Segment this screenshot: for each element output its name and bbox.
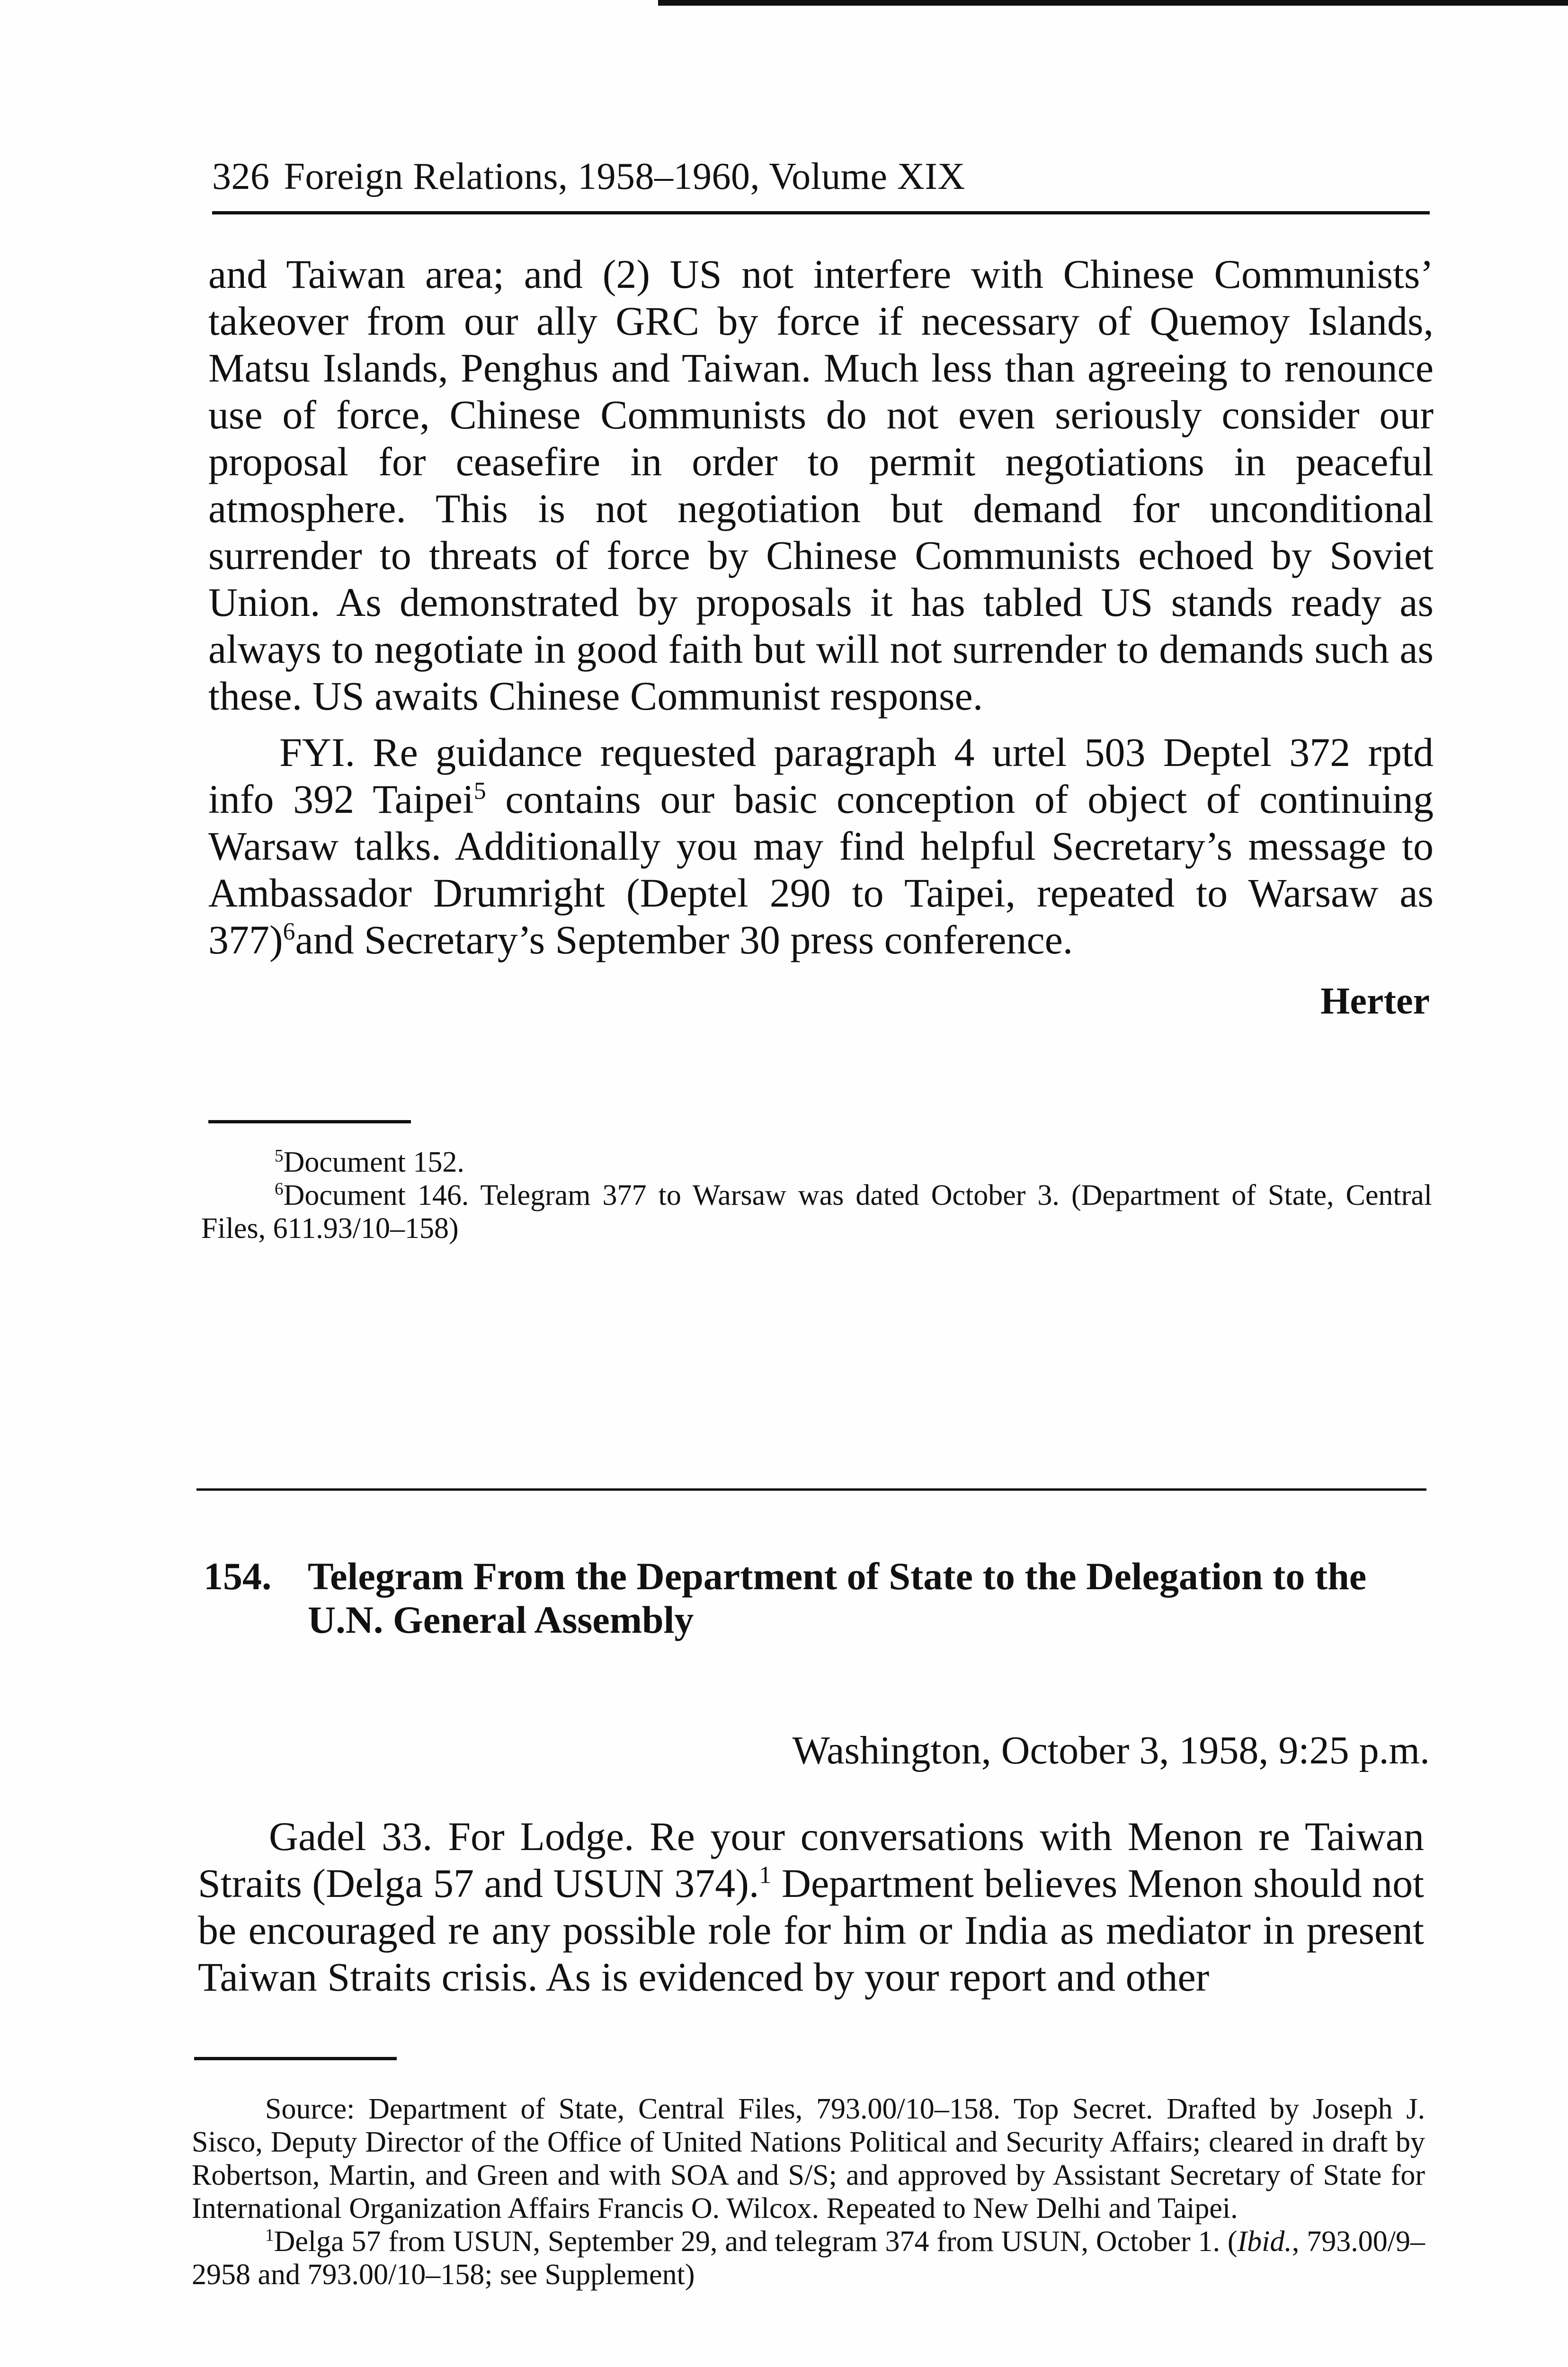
running-head <box>212 151 1434 203</box>
footnote-marker: 1 <box>265 2225 274 2245</box>
page-number: 326 <box>212 156 270 197</box>
footnote-5 <box>201 1146 1432 1179</box>
footnote-marker: 5 <box>275 1146 284 1166</box>
top-edge-rule <box>658 0 1568 6</box>
footnote-separator <box>194 2057 397 2060</box>
footnote-ref-6: 6 <box>283 918 295 945</box>
document-number: 154. <box>204 1555 272 1598</box>
footnote-marker: 6 <box>275 1179 284 1199</box>
source-note: Source: Department of State, Central Files, 793.00/10–158. Top Secret. Drafted by Joseph J. Sisco, Deputy Director of the Office of United Nations Political and Security Affairs; cleared in draft by Robertson, Martin, and Green and with SOA and S/S; and approved by Assistant Secretary of State for International Organization Affairs Francis O. Wilcox. Repeated to New Delhi and Taipei. <box>192 2093 1425 2225</box>
running-head-title: Foreign Relations, 1958–1960, Volume XIX <box>284 156 965 197</box>
footnote-1 <box>192 2225 1425 2291</box>
telegram-text-a: Gadel 33. For Lodge. Re your conversations with Menon re Taiwan Straits (Delga 57 and USUN 374). <box>198 1814 1424 1906</box>
footnote-text: Document 146. Telegram 377 to Warsaw was dated October 3. (Department of State, Central Files, 611.93/10–158) <box>201 1179 1432 1245</box>
footnote-ibid: Ibid. <box>1237 2225 1292 2258</box>
footnote-text-a: Delga 57 from USUN, September 29, and telegram 374 from USUN, October 1. ( <box>274 2225 1238 2258</box>
telegram-body-wrap <box>198 1813 1424 2001</box>
fyi-text-b: contains our basic conception of object of continuing Warsaw talks. Additionally you may find helpful Secretary’s message to Ambassador Drumright (Deptel 290 to Taipei, repeated to Warsaw as 377) <box>208 776 1434 962</box>
footnote-separator <box>208 1120 411 1123</box>
fyi-text-a: FYI. Re guidance requested paragraph 4 urtel 503 Deptel 372 rptd info 392 Taipei <box>208 730 1434 822</box>
footnotes-section-1 <box>201 1146 1432 1245</box>
document-heading <box>204 1555 1434 1642</box>
footnote-ref-5: 5 <box>473 777 486 805</box>
dateline: Washington, October 3, 1958, 9:25 p.m. <box>792 1728 1430 1772</box>
footnotes-section-2 <box>192 2092 1425 2291</box>
running-head-rule <box>212 211 1430 214</box>
signature: Herter <box>1320 980 1430 1022</box>
section-divider <box>196 1488 1426 1491</box>
footnote-ref-1: 1 <box>759 1861 772 1889</box>
footnote-6 <box>201 1179 1432 1245</box>
body-paragraph-continued: and Taiwan area; and (2) US not interfere with Chinese Communists’ takeover from our ally GRC by force if necessary of Quemoy Islands, Matsu Islands, Penghus and Taiwan. Much less than agreeing to renounce use of force, Chinese Communists do not even seriously consider our proposal for ceasefire in order to permit negotiations in peaceful atmosphere. This is not negotiation but demand for unconditional surrender to threats of force by Chinese Communists echoed by Soviet Union. As demonstrated by proposals it has tabled US stands ready as always to negotiate in good faith but will not surrender to demands such as these. US awaits Chinese Communist response. <box>208 251 1434 719</box>
fyi-text-c: and Secretary’s September 30 press conference. <box>295 917 1073 962</box>
footnote-text-b: , 793.00/9–2958 and 793.00/10–158; see Supplement) <box>192 2225 1425 2291</box>
telegram-text-b: Department believes Menon should not be encouraged re any possible role for him or India as mediator in present Taiwan Straits crisis. As is evidenced by your report and other <box>198 1860 1424 2000</box>
footnote-text: Document 152. <box>283 1146 464 1178</box>
telegram-body <box>198 1813 1424 2001</box>
document-title: Telegram From the Department of State to the Delegation to the U.N. General Assembly <box>308 1555 1367 1641</box>
body-paragraph-fyi <box>208 729 1434 963</box>
fyi-paragraph-wrap <box>208 729 1434 963</box>
